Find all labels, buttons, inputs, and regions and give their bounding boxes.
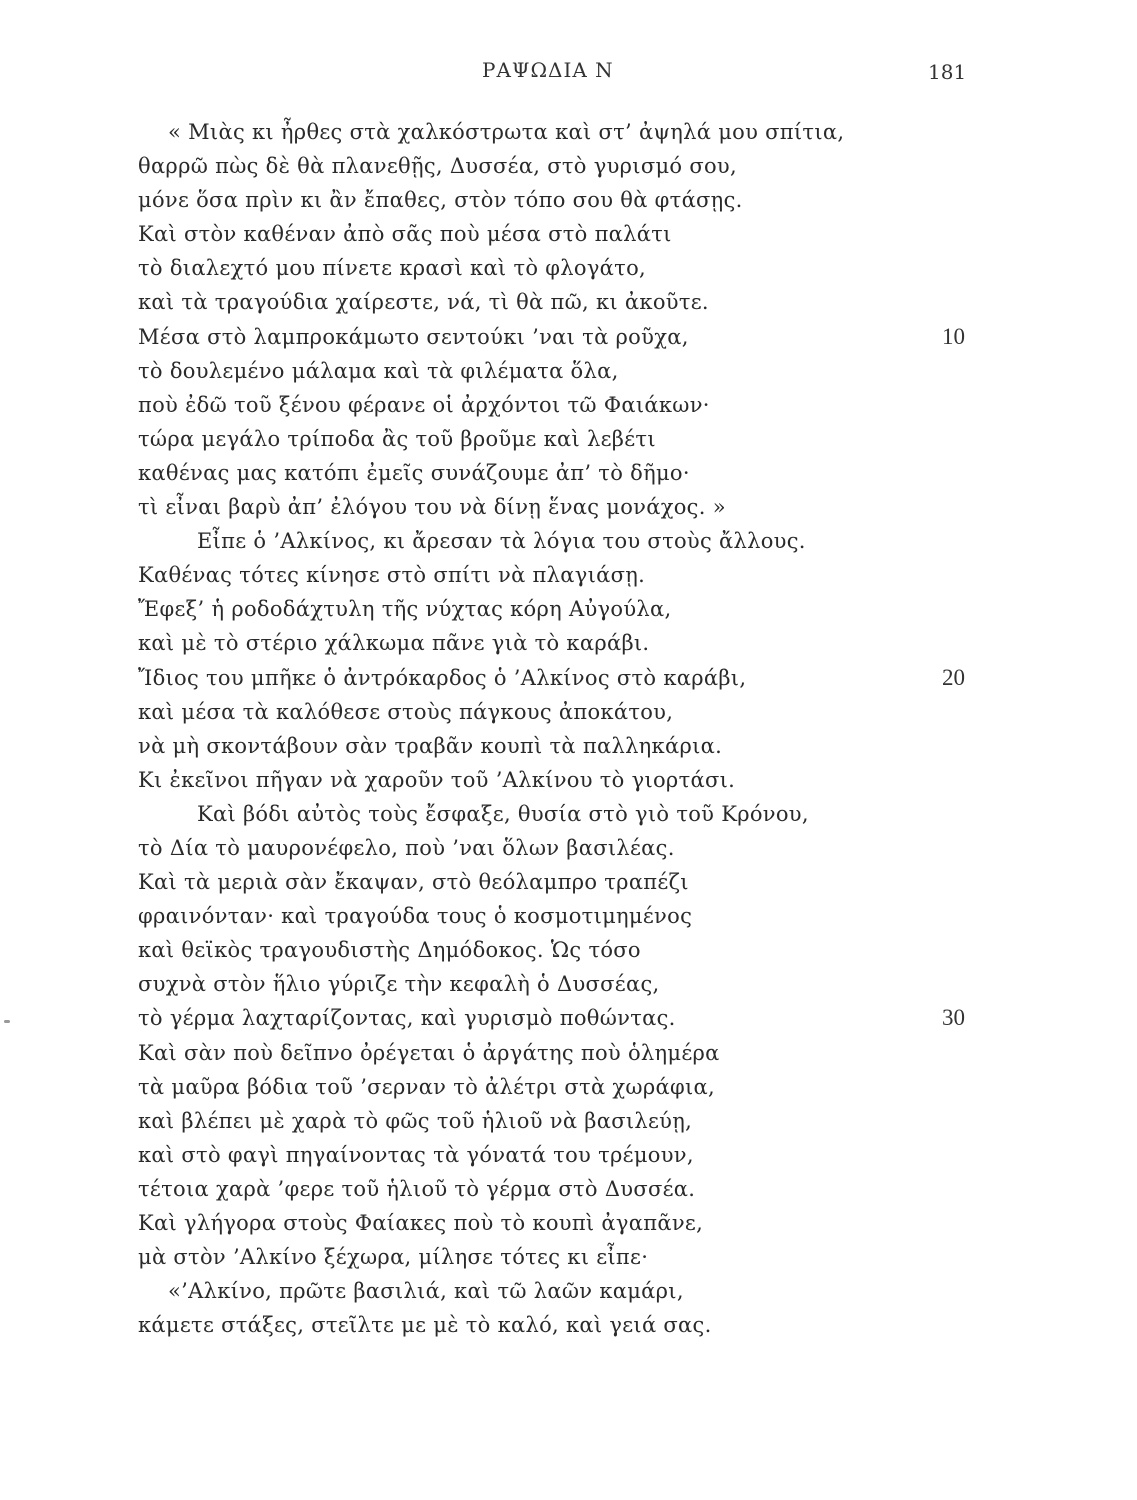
running-title: ΡΑΨΩΔΙΑ Ν (482, 58, 614, 82)
verse-text: «’Αλκίνο, πρῶτε βασιλιά, καὶ τῶ λαῶν καμάρι, (168, 1279, 684, 1304)
verse-line (0, 831, 1137, 865)
verse-line (0, 899, 1137, 933)
verse-line (0, 967, 1137, 1001)
verse-text: Ἴδιος του μπῆκε ὁ ἀντρόκαρδος ὁ ’Αλκίνος στὸ καράβι, (138, 665, 747, 690)
page-header (0, 58, 1137, 88)
verse-line (0, 1308, 1137, 1342)
verse-line (0, 797, 1137, 831)
verse-text: καὶ στὸ φαγὶ πηγαίνοντας τὰ γόνατά του τρέμουν, (138, 1142, 694, 1167)
verse-text: τέτοια χαρὰ ’φερε τοῦ ἡλιοῦ τὸ γέρμα στὸ Δυσσέα. (138, 1176, 696, 1201)
verse-line (0, 1138, 1137, 1172)
verse-text: καὶ μέσα τὰ καλόθεσε στοὺς πάγκους ἀποκάτου, (138, 699, 674, 724)
verse-text: τὶ εἶναι βαρὺ ἀπ’ ἐλόγου του νὰ δίνῃ ἕνας μονάχος. » (138, 495, 726, 520)
verse-line (0, 251, 1137, 285)
verse-line (0, 388, 1137, 422)
scan-speck (4, 1020, 10, 1023)
verse-text: καὶ θεϊκὸς τραγουδιστὴς Δημόδοκος. Ὡς τόσο (138, 938, 641, 963)
verse-text: Κι ἐκεῖνοι πῆγαν νὰ χαροῦν τοῦ ’Αλκίνου τὸ γιορτάσι. (138, 767, 736, 792)
verse-line (0, 729, 1137, 763)
verse-line (0, 183, 1137, 217)
verse-line (0, 115, 1137, 149)
poem-text (0, 115, 1137, 1342)
verse-text: μὰ στὸν ’Αλκίνο ξέχωρα, μίλησε τότες κι εἶπε· (138, 1245, 649, 1270)
verse-text: τὸ Δία τὸ μαυρονέφελο, ποὺ ’ναι ὅλων βασιλέας. (138, 835, 675, 860)
verse-text: Καὶ τὰ μεριὰ σὰν ἔκαψαν, στὸ θεόλαμπρο τραπέζι (138, 870, 689, 895)
verse-text: τὸ δουλεμένο μάλαμα καὶ τὰ φιλέματα ὅλα, (138, 358, 619, 383)
verse-text: θαρρῶ πὼς δὲ θὰ πλανεθῇς, Δυσσέα, στὸ γυρισμό σου, (138, 154, 737, 179)
verse-line (0, 1172, 1137, 1206)
line-number: 30 (942, 1005, 965, 1031)
verse-line (0, 320, 1137, 354)
verse-line (0, 1206, 1137, 1240)
verse-text: Καὶ βόδι αὐτὸς τοὺς ἔσφαξε, θυσία στὸ γιὸ τοῦ Κρόνου, (197, 801, 809, 826)
verse-line (0, 149, 1137, 183)
verse-line (0, 490, 1137, 524)
verse-text: κάμετε στάξες, στεῖλτε με μὲ τὸ καλό, καὶ γειά σας. (138, 1313, 712, 1338)
verse-line (0, 1070, 1137, 1104)
verse-line (0, 1240, 1137, 1274)
verse-text: ποὺ ἐδῶ τοῦ ξένου φέρανε οἱ ἀρχόντοι τῶ Φαιάκων· (138, 392, 710, 417)
verse-text: τὸ γέρμα λαχταρίζοντας, καὶ γυρισμὸ ποθώντας. (138, 1006, 676, 1031)
verse-line (0, 354, 1137, 388)
verse-text: Μέσα στὸ λαμπροκάμωτο σεντούκι ’ναι τὰ ροῦχα, (138, 324, 689, 349)
verse-line (0, 763, 1137, 797)
line-number: 10 (942, 323, 965, 349)
verse-text: Ἔφεξ’ ἡ ροδοδάχτυλη τῆς νύχτας κόρη Αὐγούλα, (138, 597, 672, 622)
verse-text: Εἶπε ὁ ’Αλκίνος, κι ἄρεσαν τὰ λόγια του στοὺς ἄλλους. (197, 529, 806, 554)
verse-text: καὶ τὰ τραγούδια χαίρεστε, νά, τὶ θὰ πῶ, κι ἀκοῦτε. (138, 290, 709, 315)
verse-line (0, 456, 1137, 490)
verse-line (0, 661, 1137, 695)
page-number: 181 (928, 60, 967, 84)
verse-line (0, 1104, 1137, 1138)
verse-text: Καὶ γλήγορα στοὺς Φαίακες ποὺ τὸ κουπὶ ἀγαπᾶνε, (138, 1211, 704, 1235)
verse-text: τὸ διαλεχτό μου πίνετε κρασὶ καὶ τὸ φλογάτο, (138, 256, 647, 281)
verse-line (0, 626, 1137, 660)
verse-line (0, 865, 1137, 899)
verse-line (0, 1001, 1137, 1035)
verse-text: « Μιὰς κι ἦρθες στὰ χαλκόστρωτα καὶ στ’ ἀψηλά μου σπίτια, (168, 120, 845, 144)
verse-line (0, 524, 1137, 558)
verse-line (0, 217, 1137, 251)
verse-line (0, 933, 1137, 967)
verse-line (0, 592, 1137, 626)
verse-text: Καὶ στὸν καθέναν ἀπὸ σᾶς ποὺ μέσα στὸ παλάτι (138, 222, 672, 247)
verse-text: καθένας μας κατόπι ἐμεῖς συνάζουμε ἀπ’ τὸ δῆμο· (138, 460, 690, 485)
verse-text: Καὶ σὰν ποὺ δεῖπνο ὀρέγεται ὁ ἀργάτης ποὺ ὁλημέρα (138, 1040, 720, 1065)
verse-line (0, 285, 1137, 319)
verse-line (0, 558, 1137, 592)
verse-text: μόνε ὅσα πρὶν κι ἂν ἔπαθες, στὸν τόπο σου θὰ φτάσῃς. (138, 188, 743, 213)
verse-line (0, 422, 1137, 456)
verse-text: καὶ βλέπει μὲ χαρὰ τὸ φῶς τοῦ ἡλιοῦ νὰ βασιλεύῃ, (138, 1108, 693, 1133)
verse-line (0, 1036, 1137, 1070)
verse-line (0, 695, 1137, 729)
verse-text: τώρα μεγάλο τρίποδα ἂς τοῦ βροῦμε καὶ λεβέτι (138, 426, 656, 451)
line-number: 20 (942, 664, 965, 690)
verse-text: συχνὰ στὸν ἥλιο γύριζε τὴν κεφαλὴ ὁ Δυσσέας, (138, 972, 660, 997)
verse-text: Καθένας τότες κίνησε στὸ σπίτι νὰ πλαγιάσῃ. (138, 563, 646, 588)
verse-line (0, 1274, 1137, 1308)
verse-text: καὶ μὲ τὸ στέριο χάλκωμα πᾶνε γιὰ τὸ καράβι. (138, 631, 650, 656)
verse-text: τὰ μαῦρα βόδια τοῦ ’σερναν τὸ ἀλέτρι στὰ χωράφια, (138, 1074, 715, 1099)
verse-text: φραινόνταν· καὶ τραγούδα τους ὁ κοσμοτιμημένος (138, 904, 693, 929)
verse-text: νὰ μὴ σκοντάβουν σὰν τραβᾶν κουπὶ τὰ παλληκάρια. (138, 733, 723, 758)
